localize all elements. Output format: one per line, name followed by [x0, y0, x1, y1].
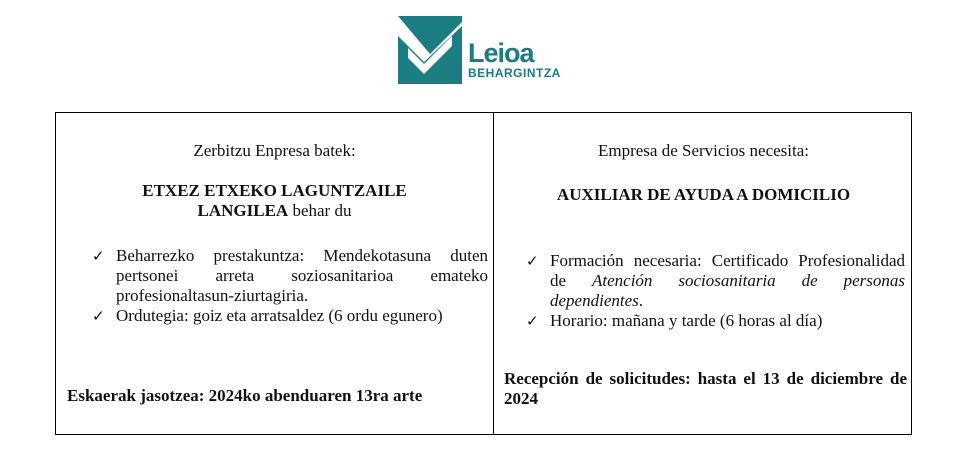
logo-name: Leioa [468, 38, 534, 68]
logo-text [468, 40, 561, 80]
application-deadline: Recepción de solicitudes: hasta el 13 de diciembre de 2024 [504, 369, 907, 408]
list-item-schedule: ✓ Horario: mañana y tarde (6 horas al día) [524, 311, 905, 331]
job-title-rest: behar du [288, 201, 352, 220]
job-title-bold: LANGILEA [197, 201, 289, 220]
logo-subtitle: BEHARGINTZA [468, 66, 561, 80]
training-prefix: Formación necesaria: Certificado Profesionalidad de [550, 251, 905, 290]
job-title-line1: ETXEZ ETXEKO LAGUNTZAILE [142, 181, 407, 200]
list-item-schedule: ✓ Ordutegia: goiz eta arratsaldez (6 ordu egunero) [90, 306, 488, 326]
job-title-line2 [56, 201, 493, 221]
intro-text: Zerbitzu Enpresa batek: [193, 141, 356, 160]
job-offer-box [55, 112, 912, 435]
basque-column [56, 113, 493, 434]
job-title: AUXILIAR DE AYUDA A DOMICILIO [556, 185, 851, 204]
training-suffix: . [638, 291, 643, 310]
list-item-training: ✓ Beharrezko prestakuntza: Mendekotasuna duten pertsonei arreta soziosanitarioa emateko profesionaltasun-ziurtagiria. [90, 246, 488, 306]
list-item-training [524, 251, 905, 311]
training-course-name: Atención sociosanitaria de personas dependientes [550, 271, 905, 310]
intro-text: Empresa de Servicios necesita: [597, 141, 809, 160]
application-deadline: Eskaerak jasotzea: 2024ko abenduaren 13ra arte [67, 386, 423, 405]
requirements-list [90, 246, 488, 326]
job-title [56, 181, 493, 221]
requirements-list [524, 251, 905, 331]
spanish-column [494, 113, 913, 434]
